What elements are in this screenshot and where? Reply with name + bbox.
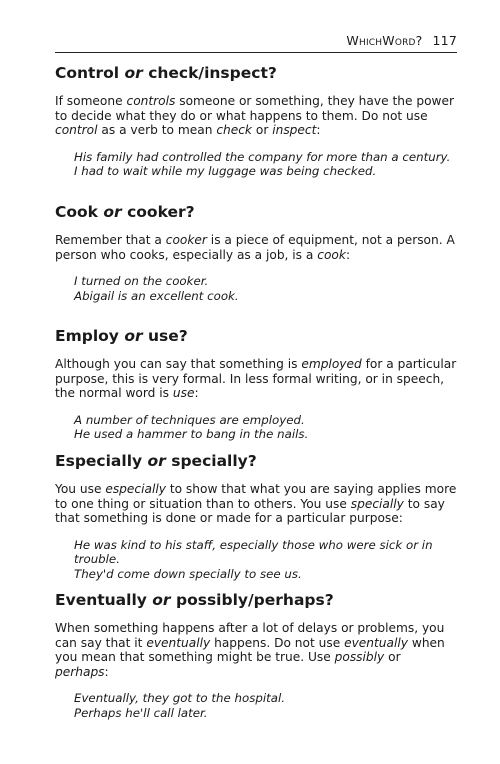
- entry-explanation: Remember that a cooker is a piece of equipment, not a person. A person who cooks, especially as a job, is a cook:: [55, 233, 455, 262]
- running-head: [55, 33, 457, 48]
- entry-employ: [55, 326, 457, 442]
- example-sentence: I turned on the cooker.: [74, 274, 209, 289]
- entry-explanation: Although you can say that something is employed for a particular purpose, this is very formal. In less formal writing, or in speech, the normal word is use:: [55, 357, 457, 401]
- entry-cook: [55, 202, 457, 303]
- page-number: 117: [432, 33, 457, 48]
- entry-eventually: [55, 590, 457, 721]
- example-sentence: Abigail is an excellent cook.: [74, 288, 239, 303]
- entry-examples: [74, 691, 457, 720]
- example-sentence: He was kind to his staff, especially those who were sick or in trouble.: [74, 537, 433, 567]
- book-title: WhichWord?: [346, 33, 423, 48]
- entry-explanation: When something happens after a lot of delays or problems, you can say that it eventually happens. Do not use eventually when you mean that something might be true. Use possibly or perhaps:: [55, 621, 445, 679]
- entry-control: [55, 63, 457, 179]
- example-sentence: He used a hammer to bang in the nails.: [74, 427, 309, 442]
- example-sentence: They'd come down specially to see us.: [74, 566, 302, 581]
- entry-examples: [74, 413, 457, 442]
- entry-examples: [74, 538, 457, 582]
- entry-especially: [55, 451, 457, 582]
- entry-heading: Employ or use?: [55, 327, 188, 345]
- header-rule: [55, 52, 457, 53]
- entry-heading: Control or check/inspect?: [55, 64, 277, 82]
- entry-explanation: If someone controls someone or something, they have the power to decide what they do or what happens to them. Do not use control as a verb to mean check or inspect:: [55, 94, 455, 138]
- entry-heading: Especially or specially?: [55, 452, 257, 470]
- entry-examples: [74, 150, 457, 179]
- entry-explanation: You use especially to show that what you are saying applies more to one thing or situation than to others. You use specially to say that something is done or made for a particular purpose:: [55, 482, 457, 526]
- entry-examples: [74, 274, 457, 303]
- example-sentence: His family had controlled the company for more than a century.: [74, 149, 451, 164]
- example-sentence: Eventually, they got to the hospital.: [74, 691, 285, 706]
- example-sentence: Perhaps he'll call later.: [74, 705, 208, 720]
- entry-heading: Cook or cooker?: [55, 203, 195, 221]
- entry-heading: Eventually or possibly/perhaps?: [55, 591, 334, 609]
- example-sentence: A number of techniques are employed.: [74, 412, 305, 427]
- example-sentence: I had to wait while my luggage was being checked.: [74, 164, 377, 179]
